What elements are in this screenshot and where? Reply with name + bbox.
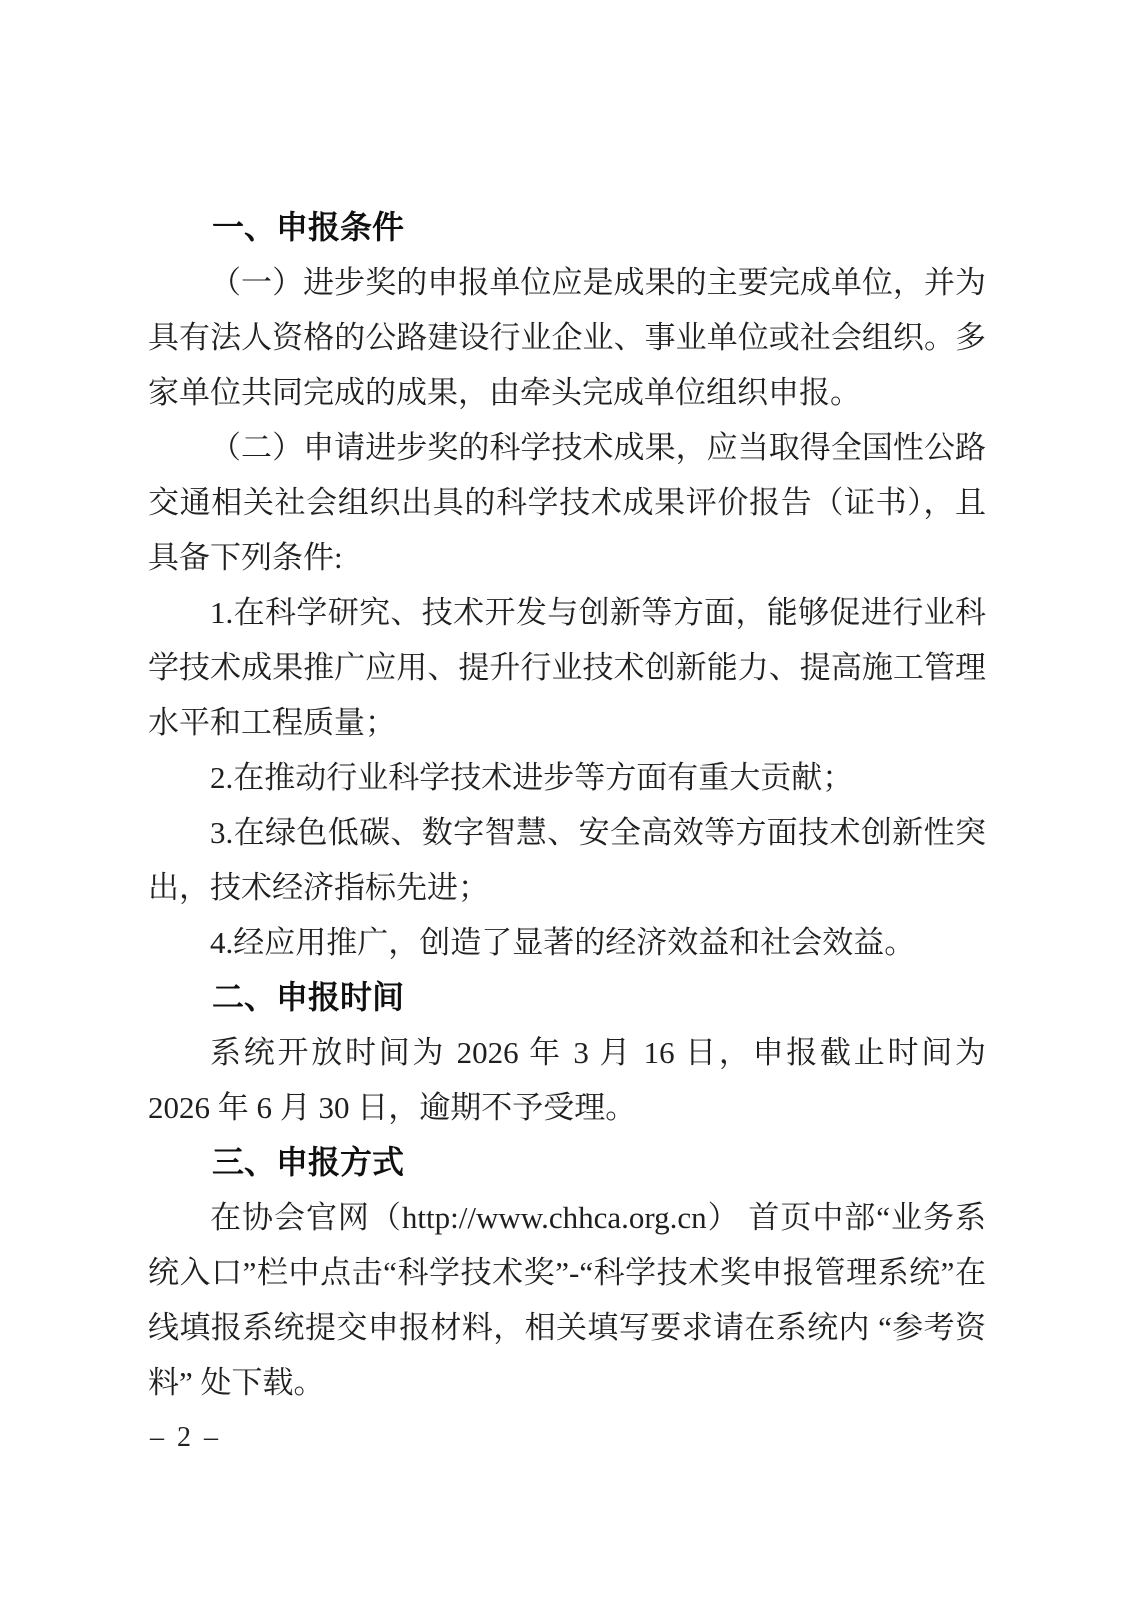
- body-paragraph-time: 系统开放时间为 2026 年 3 月 16 日，申报截止时间为 2026 年 6 月 30 日，逾期不予受理。: [148, 1035, 986, 1125]
- body-paragraph-criterion-1: 1.在科学研究、技术开发与创新等方面，能够促进行业科学技术成果推广应用、提升行业技术创新能力、提高施工管理水平和工程质量；: [148, 595, 986, 740]
- body-paragraph-method: 在协会官网（http://www.chhca.org.cn） 首页中部“业务系统入口”栏中点击“科学技术奖”-“科学技术奖申报管理系统”在线填报系统提交申报材料，相关填写要求请在系统内 “参考资料” 处下载。: [148, 1200, 986, 1400]
- document-body: [148, 200, 986, 1410]
- body-paragraph-criterion-3: 3.在绿色低碳、数字智慧、安全高效等方面技术创新性突出，技术经济指标先进；: [148, 815, 986, 905]
- page-number: – 2 –: [150, 1422, 221, 1453]
- body-paragraph-criterion-2: 2.在推动行业科学技术进步等方面有重大贡献；: [210, 760, 854, 795]
- body-paragraph-criterion-4: 4.经应用推广，创造了显著的经济效益和社会效益。: [210, 925, 916, 960]
- body-paragraph-condition-1: （一）进步奖的申报单位应是成果的主要完成单位，并为具有法人资格的公路建设行业企业、事业单位或社会组织。多家单位共同完成的成果，由牵头完成单位组织申报。: [148, 265, 986, 410]
- section-heading-application-method: 三、申报方式: [212, 1144, 405, 1180]
- section-heading-application-conditions: 一、申报条件: [212, 209, 405, 245]
- body-paragraph-condition-2: （二）申请进步奖的科学技术成果，应当取得全国性公路交通相关社会组织出具的科学技术成果评价报告（证书），且具备下列条件:: [148, 430, 986, 575]
- section-heading-application-time: 二、申报时间: [212, 979, 405, 1015]
